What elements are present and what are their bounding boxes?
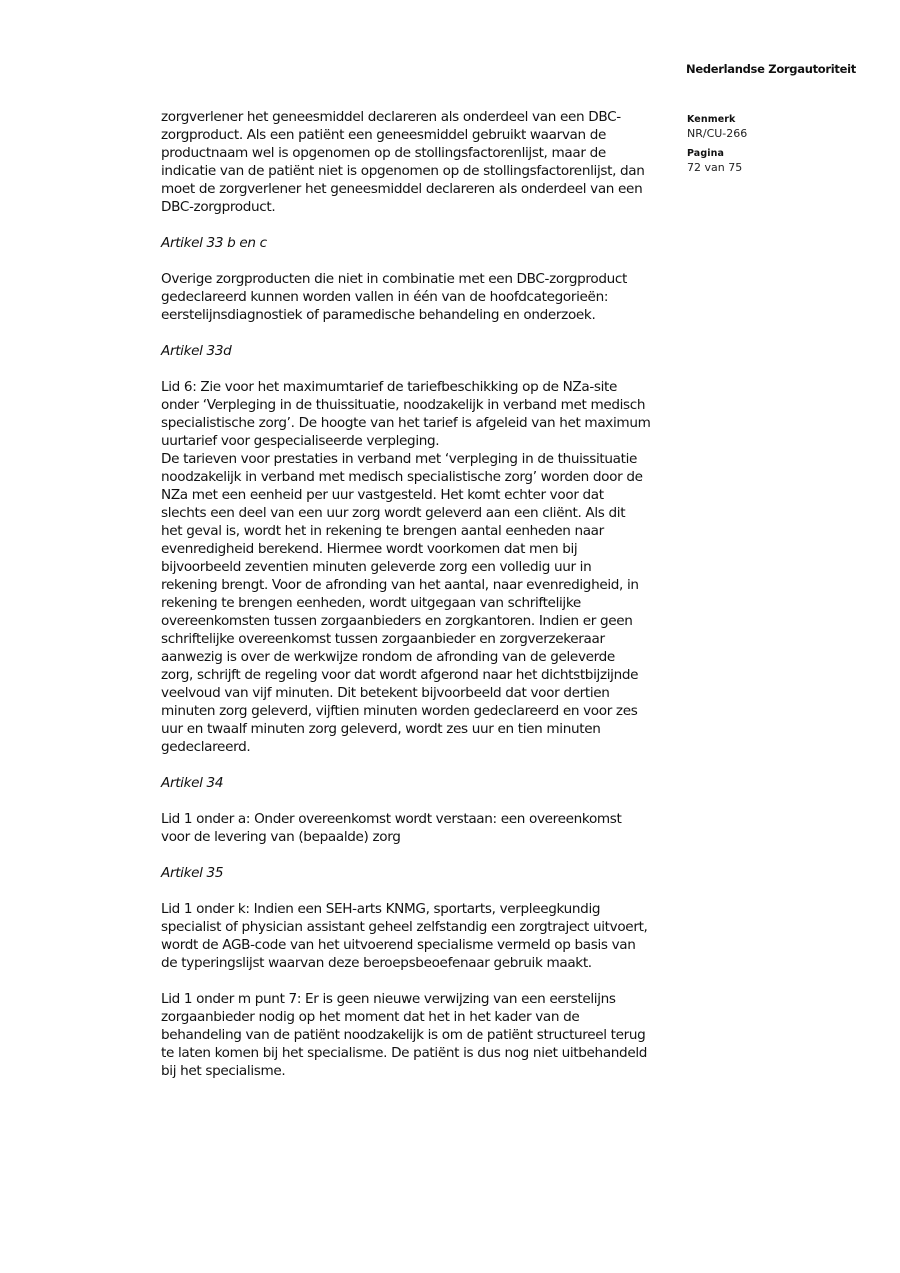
article-33bc-paragraph	[161, 270, 701, 324]
text-line: rekening te brengen eenheden, wordt uitgegaan van schriftelijke	[161, 595, 581, 611]
text-line: Lid 1 onder k: Indien een SEH-arts KNMG, sportarts, verpleegkundig	[161, 901, 601, 917]
text-line: gedeclareerd kunnen worden vallen in één van de hoofdcategorieën:	[161, 289, 609, 305]
text-line: onder ‘Verpleging in de thuissituatie, noodzakelijk in verband met medisch	[161, 397, 646, 413]
text-line: evenredigheid berekend. Hiermee wordt voorkomen dat men bij	[161, 541, 578, 557]
text-line: gedeclareerd.	[161, 739, 251, 755]
text-line: eerstelijnsdiagnostiek of paramedische behandeling en onderzoek.	[161, 307, 596, 323]
text-line: voor de levering van (bepaalde) zorg	[161, 829, 401, 845]
text-line: Lid 6: Zie voor het maximumtarief de tariefbeschikking op de NZa-site	[161, 379, 618, 395]
kenmerk-value: NR/CU-266	[687, 127, 748, 140]
text-line: slechts een deel van een uur zorg wordt geleverd aan een cliënt. Als dit	[161, 505, 626, 521]
text-line: Lid 1 onder a: Onder overeenkomst wordt verstaan: een overeenkomst	[161, 811, 622, 827]
text-line: indicatie van de patiënt niet is opgenomen op de stollingsfactorenlijst, dan	[161, 163, 645, 179]
intro-paragraph	[161, 108, 701, 216]
text-line: aanwezig is over de werkwijze rondom de afronding van de geleverde	[161, 649, 615, 665]
article-35-lid-k-paragraph	[161, 900, 701, 972]
article-33d-paragraph	[161, 378, 701, 756]
text-line: schriftelijke overeenkomst tussen zorgaanbieder en zorgverzekeraar	[161, 631, 605, 647]
text-line: DBC-zorgproduct.	[161, 199, 276, 215]
text-line: Overige zorgproducten die niet in combinatie met een DBC-zorgproduct	[161, 271, 627, 287]
text-line: behandeling van de patiënt noodzakelijk is om de patiënt structureel terug	[161, 1027, 646, 1043]
article-34-paragraph	[161, 810, 701, 846]
text-line: het geval is, wordt het in rekening te brengen aantal eenheden naar	[161, 523, 604, 539]
text-line: minuten zorg geleverd, vijftien minuten worden gedeclareerd en voor zes	[161, 703, 638, 719]
organization-name: Nederlandse Zorgautoriteit	[686, 62, 856, 76]
text-line: veelvoud van vijf minuten. Dit betekent bijvoorbeeld dat voor dertien	[161, 685, 610, 701]
text-line: te laten komen bij het specialisme. De patiënt is dus nog niet uitbehandeld	[161, 1045, 648, 1061]
text-line: bij het specialisme.	[161, 1063, 286, 1079]
text-line: NZa met een eenheid per uur vastgesteld. Het komt echter voor dat	[161, 487, 604, 503]
text-line: uur en twaalf minuten zorg geleverd, wordt zes uur en tien minuten	[161, 721, 601, 737]
text-line: uurtarief voor gespecialiseerde verpleging.	[161, 433, 440, 449]
text-line: bijvoorbeeld zeventien minuten geleverde zorg een volledig uur in	[161, 559, 592, 575]
text-line: zorgverlener het geneesmiddel declareren als onderdeel van een DBC-	[161, 109, 621, 125]
article-33d-heading: Artikel 33d	[161, 343, 232, 359]
pagina-value: 72 van 75	[687, 161, 743, 174]
text-line: noodzakelijk in verband met medisch specialistische zorg’ worden door de	[161, 469, 643, 485]
article-35-heading: Artikel 35	[161, 865, 224, 881]
text-line: wordt de AGB-code van het uitvoerend specialisme vermeld op basis van	[161, 937, 636, 953]
pagina-label: Pagina	[687, 148, 724, 159]
article-34-heading: Artikel 34	[161, 775, 224, 791]
text-line: productnaam wel is opgenomen op de stollingsfactorenlijst, maar de	[161, 145, 606, 161]
article-35-lid-m-paragraph	[161, 990, 701, 1080]
text-line: Lid 1 onder m punt 7: Er is geen nieuwe verwijzing van een eerstelijns	[161, 991, 616, 1007]
text-line: specialist of physician assistant geheel zelfstandig een zorgtraject uitvoert,	[161, 919, 648, 935]
text-line: zorg, schrijft de regeling voor dat wordt afgerond naar het dichtstbijzijnde	[161, 667, 639, 683]
document-body	[161, 108, 701, 1080]
text-line: De tarieven voor prestaties in verband met ‘verpleging in de thuissituatie	[161, 451, 638, 467]
text-line: de typeringslijst waarvan deze beroepsbeoefenaar gebruik maakt.	[161, 955, 592, 971]
text-line: moet de zorgverlener het geneesmiddel declareren als onderdeel van een	[161, 181, 643, 197]
text-line: zorgproduct. Als een patiënt een geneesmiddel gebruikt waarvan de	[161, 127, 607, 143]
text-line: rekening brengt. Voor de afronding van het aantal, naar evenredigheid, in	[161, 577, 639, 593]
text-line: zorgaanbieder nodig op het moment dat het in het kader van de	[161, 1009, 580, 1025]
text-line: overeenkomsten tussen zorgaanbieders en zorgkantoren. Indien er geen	[161, 613, 633, 629]
text-line: specialistische zorg’. De hoogte van het tarief is afgeleid van het maximum	[161, 415, 651, 431]
article-33bc-heading: Artikel 33 b en c	[161, 235, 267, 251]
kenmerk-label: Kenmerk	[687, 114, 736, 125]
